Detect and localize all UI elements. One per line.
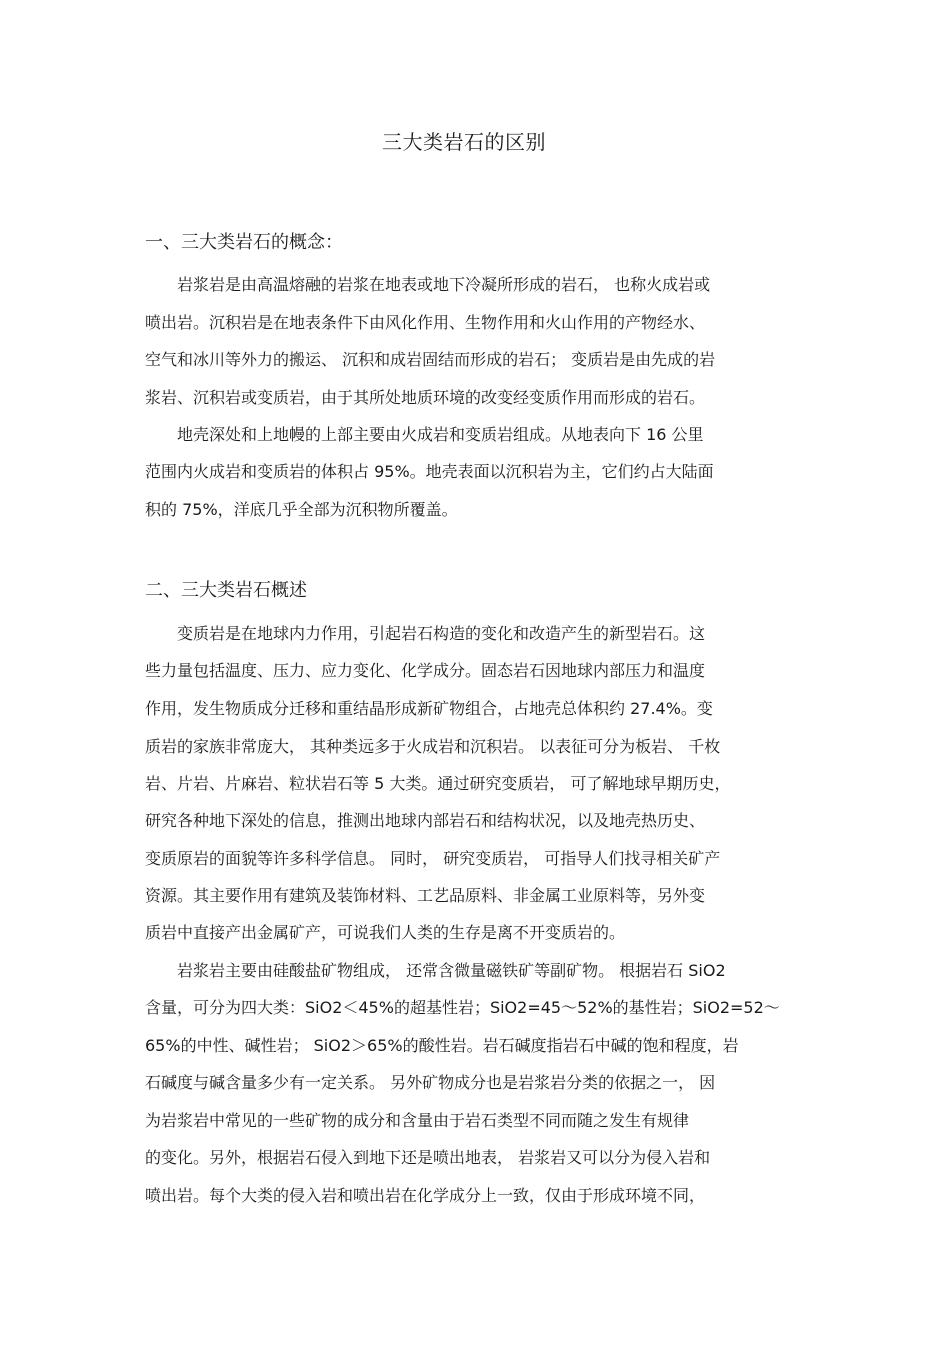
paragraph-line: 岩浆岩主要由硅酸盐矿物组成， 还常含微量磁铁矿等副矿物。 根据岩石 SiO2	[177, 961, 726, 980]
paragraph-line: 岩、片岩、片麻岩、粒状岩石等 5 大类。通过研究变质岩， 可了解地球早期历史，	[145, 774, 731, 793]
paragraph-line: 作用，发生物质成分迁移和重结晶形成新矿物组合，占地壳总体积约 27.4%。变	[145, 699, 713, 718]
paragraph-line: 积的 75%，洋底几乎全部为沉积物所覆盖。	[145, 500, 458, 519]
paragraph-line: 质岩的家族非常庞大， 其种类远多于火成岩和沉积岩。 以表征可分为板岩、 千枚	[145, 737, 721, 756]
paragraph-line: 岩浆岩是由高温熔融的岩浆在地表或地下冷凝所形成的岩石， 也称火成岩或	[177, 275, 711, 294]
paragraph-line: 地壳深处和上地幔的上部主要由火成岩和变质岩组成。从地表向下 16 公里	[177, 425, 704, 444]
paragraph-line: 喷出岩。沉积岩是在地表条件下由风化作用、生物作用和火山作用的产物经水、	[145, 313, 706, 332]
paragraph-line: 变质原岩的面貌等许多科学信息。 同时， 研究变质岩， 可指导人们找寻相关矿产	[145, 849, 721, 868]
paragraph-line: 65%的中性、碱性岩； SiO2＞65%的酸性岩。岩石碱度指岩石中碱的饱和程度，岩	[145, 1036, 739, 1055]
section-heading-overview: 二、三大类岩石概述	[145, 580, 307, 601]
paragraph-line: 些力量包括温度、压力、应力变化、化学成分。固态岩石因地球内部压力和温度	[145, 661, 706, 680]
paragraph-line: 研究各种地下深处的信息，推测出地球内部岩石和结构状况，以及地壳热历史、	[145, 811, 706, 830]
paragraph-line: 的变化。另外，根据岩石侵入到地下还是喷出地表， 岩浆岩又可以分为侵入岩和	[145, 1148, 711, 1167]
paragraph-line: 资源。其主要作用有建筑及装饰材料、工艺品原料、非金属工业原料等，另外变	[145, 886, 706, 905]
paragraph-line: 变质岩是在地球内力作用，引起岩石构造的变化和改造产生的新型岩石。这	[177, 624, 706, 643]
paragraph-line: 石碱度与碱含量多少有一定关系。 另外矿物成分也是岩浆岩分类的依据之一， 因	[145, 1073, 716, 1092]
paragraph-line: 空气和冰川等外力的搬运、 沉积和成岩固结而形成的岩石； 变质岩是由先成的岩	[145, 350, 716, 369]
paragraph-line: 喷出岩。每个大类的侵入岩和喷出岩在化学成分上一致，仅由于形成环境不同，	[145, 1186, 706, 1205]
paragraph-line: 含量，可分为四大类：SiO2＜45%的超基性岩；SiO2=45～52%的基性岩；SiO2=52～	[145, 998, 780, 1017]
document-title: 三大类岩石的区别	[382, 130, 546, 154]
paragraph-line: 为岩浆岩中常见的一些矿物的成分和含量由于岩石类型不同而随之发生有规律	[145, 1111, 690, 1130]
paragraph-line: 范围内火成岩和变质岩的体积占 95%。地壳表面以沉积岩为主，它们约占大陆面	[145, 462, 714, 481]
section-heading-concepts: 一、三大类岩石的概念：	[145, 232, 343, 253]
paragraph-line: 质岩中直接产出金属矿产，可说我们人类的生存是离不开变质岩的。	[145, 923, 626, 942]
paragraph-line: 浆岩、沉积岩或变质岩，由于其所处地质环境的改变经变质作用而形成的岩石。	[145, 388, 706, 407]
